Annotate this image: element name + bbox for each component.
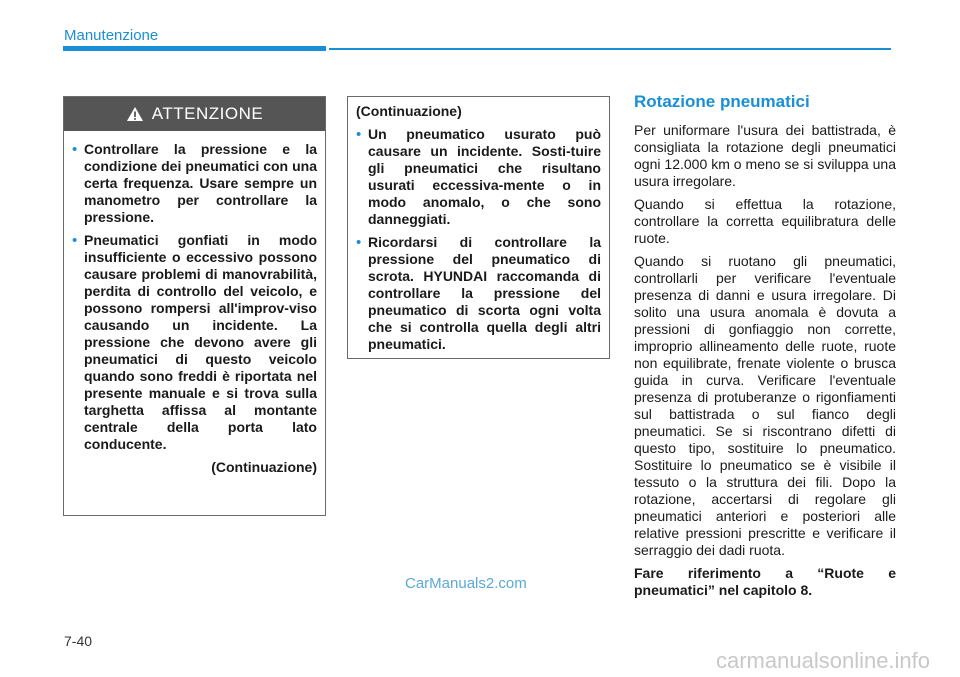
continuation-heading: (Continuazione) [356, 103, 462, 119]
warning-triangle-icon [126, 106, 144, 122]
continuation-item [356, 126, 601, 228]
warning-body [64, 131, 325, 476]
rotation-paragraph: Quando si effettua la rotazione, controllare la corretta equilibratura delle ruote. [634, 196, 896, 246]
watermark-link[interactable]: CarManuals2.com [405, 575, 527, 592]
warning-header [64, 97, 325, 131]
warning-item [72, 141, 317, 226]
rotation-title: Rotazione pneumatici [634, 92, 810, 111]
bullet-icon: • [356, 234, 362, 251]
bullet-icon: • [72, 232, 78, 249]
section-title: Manutenzione [64, 27, 159, 44]
warning-title: ATTENZIONE [151, 104, 264, 123]
warning-item-text: Controllare la pressione e la condizione dei pneumatici con una certa frequenza. Usare sempre un manometro per controllare la pressione. [84, 141, 317, 225]
warning-item [72, 232, 317, 453]
continuation-box [347, 96, 610, 359]
warning-box [63, 96, 326, 516]
continuation-item-text: Un pneumatico usurato può causare un incidente. Sosti-tuire gli pneumatici che risultano usurati eccessiva-mente o in modo anomalo, o che sono danneggiati. [368, 126, 601, 227]
header-rule-thick [63, 46, 326, 51]
footer-watermark: carmanualsonline.info [716, 648, 931, 673]
bullet-icon: • [356, 126, 362, 143]
bullet-icon: • [72, 141, 78, 158]
rotation-section [634, 92, 896, 605]
rotation-paragraph: Per uniformare l'usura dei battistrada, è consigliata la rotazione degli pneumatici ogni 12.000 km o meno se si sviluppa una usura irregolare. [634, 122, 896, 189]
continued-note: (Continuazione) [211, 459, 317, 475]
page-number: 7-40 [64, 633, 93, 649]
rotation-reference: Fare riferimento a “Ruote e pneumatici” nel capitolo 8. [634, 565, 896, 598]
warning-item-text: Pneumatici gonfiati in modo insufficiente o eccessivo possono causare problemi di manovrabilità, perdita di controllo del veicolo, e possono rompersi all'improv-viso causando un incidente. La pressione che devono avere gli pneumatici di questo veicolo quando sono freddi è riportata nel presente manuale e si trova sulla targhetta affissa al montante centrale della porta lato conducente. [84, 232, 317, 452]
rotation-paragraph: Quando si ruotano gli pneumatici, controllarli per verificare l'eventuale presenza di danni e usura irregolare. Di solito una usura anomala è dovuta a pressioni di gonfiaggio non corrette, improprio allineamento delle ruote, ruote non equilibrate, frenate violente o brusca guida in curva. Verificare l'eventuale presenza di protuberanze o rigonfiamenti sul battistrada o sul fianco degli pneumatici. Se si riscontrano difetti di questo tipo, sostituire lo pneumatico. Sostituire lo pneumatico se è visibile il tessuto o la struttura dei fili. Dopo la rotazione, accertarsi di regolare gli pneumatici anteriori e posteriori alle relative pressioni prescritte e verificare il serraggio dei dadi ruota. [634, 253, 896, 558]
header-rule-thin [329, 48, 891, 50]
continuation-item [356, 234, 601, 353]
continuation-item-text: Ricordarsi di controllare la pressione del pneumatico di scrota. HYUNDAI raccomanda di controllare la pressione del pneumatico di scorta ogni volta che si controlla quella degli altri pneumatici. [368, 234, 601, 352]
